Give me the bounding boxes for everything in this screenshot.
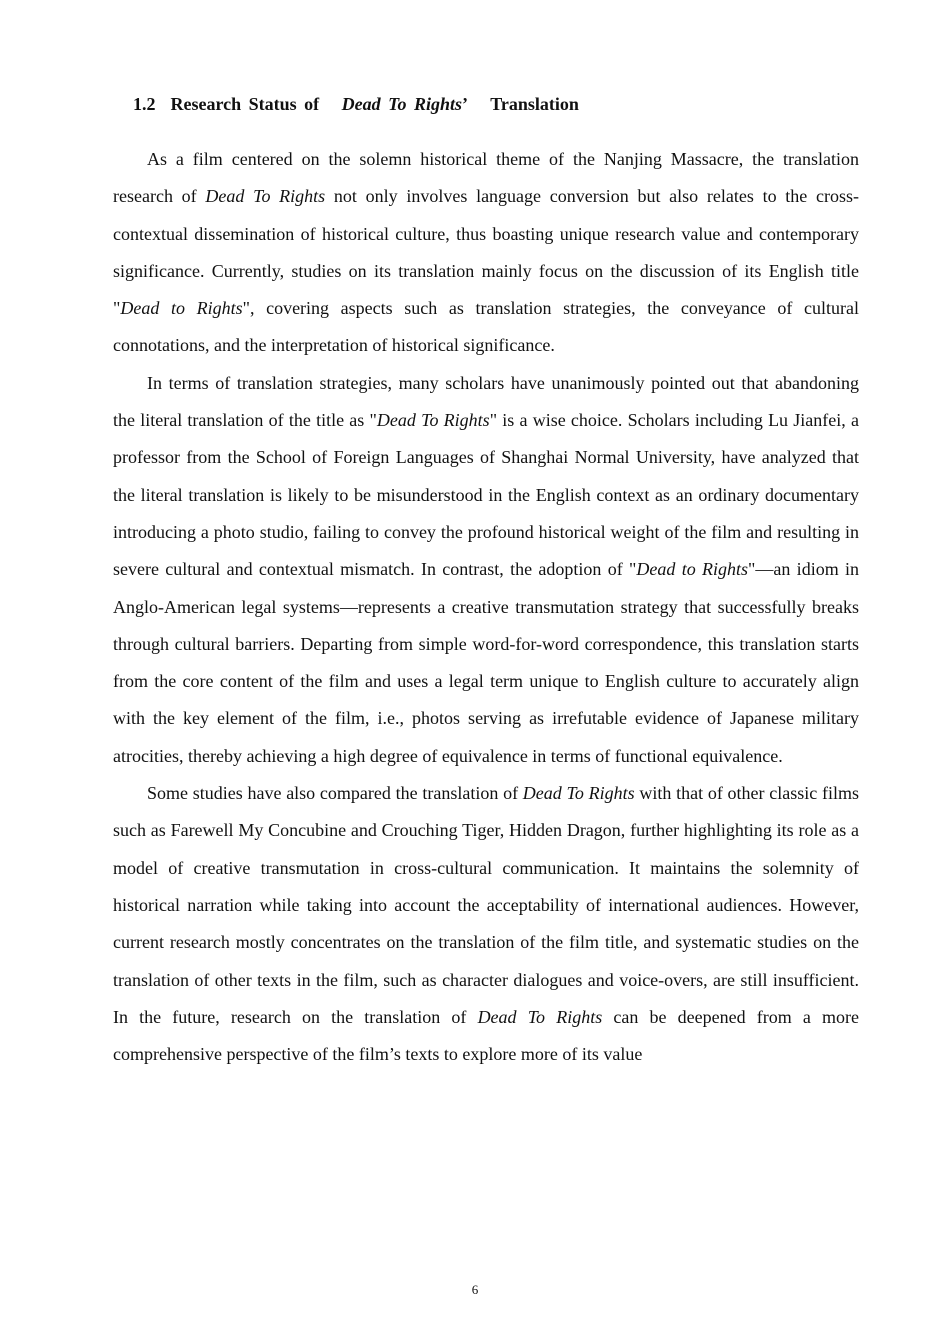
italic-film-title: Dead to Rights [636, 559, 749, 580]
italic-film-title: Dead To Rights [376, 410, 490, 431]
paragraph [113, 775, 859, 1073]
paragraph [113, 365, 859, 775]
section-heading [133, 91, 579, 117]
section-number: 1.2 [133, 94, 156, 114]
paragraph-text: In terms of translation strategies, many scholars have unanimously pointed out that abandoning the literal translation of the title as " [113, 372, 859, 431]
paragraph-text: Some studies have also compared the translation of [147, 783, 523, 804]
body-text [113, 141, 859, 1073]
heading-text-pre: Research Status of [170, 94, 320, 114]
paragraph-text: can be deepened from a more comprehensive perspective of the film’s texts to explore more of its value [113, 1006, 859, 1065]
italic-film-title: Dead To Rights [522, 783, 635, 804]
italic-film-title: Dead to Rights [120, 298, 243, 319]
italic-film-title: Dead To Rights [477, 1006, 603, 1027]
paragraph-text: with that of other classic films such as Farewell My Concubine and Crouching Tiger, Hidden Dragon, further highlighting its role as a model of creative transmutation in cross-cultural communication. It maintains the solemnity of historical narration while taking into account the acceptability of international audiences. However, current research mostly concentrates on the translation of the film title, and systematic studies on the translation of other texts in the film, such as character dialogues and voice-overs, are still insufficient. In the future, research on the translation of [113, 783, 859, 1027]
heading-apostrophe: ’ [462, 94, 469, 114]
paragraph-text: "—an idiom in Anglo-American legal systems—represents a creative transmutation strategy that successfully breaks through cultural barriers. Departing from simple word-for-word correspondence, this translation starts from the core content of the film and uses a legal term unique to English culture to accurately align with the key element of the film, i.e., photos serving as irrefutable evidence of Japanese military atrocities, thereby achieving a high degree of equivalence in terms of functional equivalence. [113, 559, 860, 766]
page-number: 6 [471, 1282, 479, 1297]
paragraph [113, 141, 859, 365]
paragraph-text: not only involves language conversion but also relates to the cross-contextual dissemination of historical culture, thus boasting unique research value and contemporary significance. Currently, studies on its translation mainly focus on the discussion of its English title " [113, 186, 859, 319]
paragraph-text: " is a wise choice. Scholars including Lu Jianfei, a professor from the School of Foreign Languages of Shanghai Normal University, have analyzed that the literal translation is likely to be misunderstood in the English context as an ordinary documentary introducing a photo studio, failing to convey the profound historical weight of the film and resulting in severe cultural and contextual mismatch. In contrast, the adoption of " [113, 410, 859, 580]
paragraph-text: ", covering aspects such as translation strategies, the conveyance of cultural connotations, and the interpretation of historical significance. [113, 298, 859, 356]
heading-film-title: Dead To Rights [341, 94, 463, 114]
heading-text-post: Translation [490, 94, 579, 114]
italic-film-title: Dead To Rights [205, 186, 326, 207]
paragraph-text: As a film centered on the solemn historical theme of the Nanjing Massacre, the translation research of [113, 149, 859, 207]
